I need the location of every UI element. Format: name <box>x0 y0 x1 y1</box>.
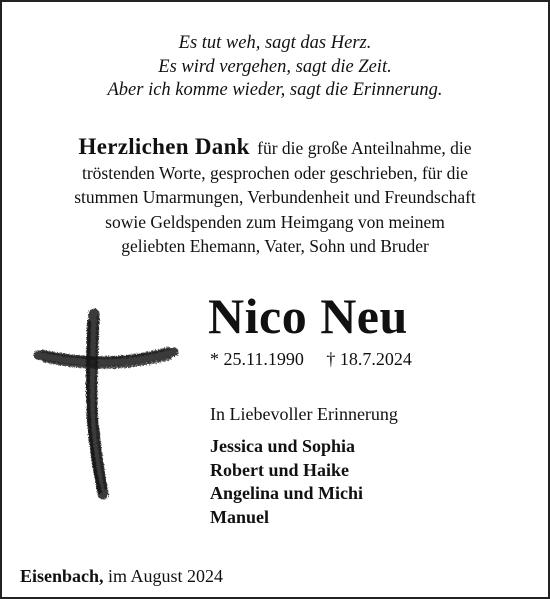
thanks-line: stummen Umarmungen, Verbundenheit und Freundschaft <box>74 187 476 207</box>
deceased-name: Nico Neu <box>208 288 408 344</box>
remembrance-line: In Liebevoller Erinnerung <box>210 404 398 424</box>
poem-line: Aber ich komme wieder, sagt die Erinnerung. <box>107 80 443 100</box>
poem-line: Es wird vergehen, sagt die Zeit. <box>158 56 392 77</box>
place-and-date <box>20 565 223 587</box>
thanks-line: tröstenden Worte, gesprochen oder geschrieben, für die <box>81 162 469 183</box>
death-date: † 18.7.2024 <box>326 349 412 369</box>
life-dates <box>210 348 412 370</box>
date: im August 2024 <box>108 566 224 586</box>
thanks-line: geliebten Ehemann, Vater, Sohn und Bruder <box>121 236 429 256</box>
family-list <box>210 435 363 529</box>
birth-date: * 25.11.1990 <box>210 349 304 369</box>
thanks-line <box>2 135 548 161</box>
thanks-line: sowie Geldspenden zum Heimgang von meinem <box>105 211 445 232</box>
poem <box>2 32 548 103</box>
family-member: Jessica und Sophia <box>210 436 356 456</box>
place: Eisenbach, <box>20 566 104 586</box>
family-member: Angelina und Michi <box>210 483 364 503</box>
poem-line: Es tut weh, sagt das Herz. <box>178 33 372 53</box>
family-member: Manuel <box>210 506 270 527</box>
thank-you-text <box>2 135 548 259</box>
cross-icon <box>32 302 182 502</box>
family-member: Robert und Haike <box>210 459 350 480</box>
thanks-line-rest: für die große Anteilnahme, die <box>257 138 472 158</box>
thanks-heading: Herzlichen Dank <box>78 134 250 159</box>
